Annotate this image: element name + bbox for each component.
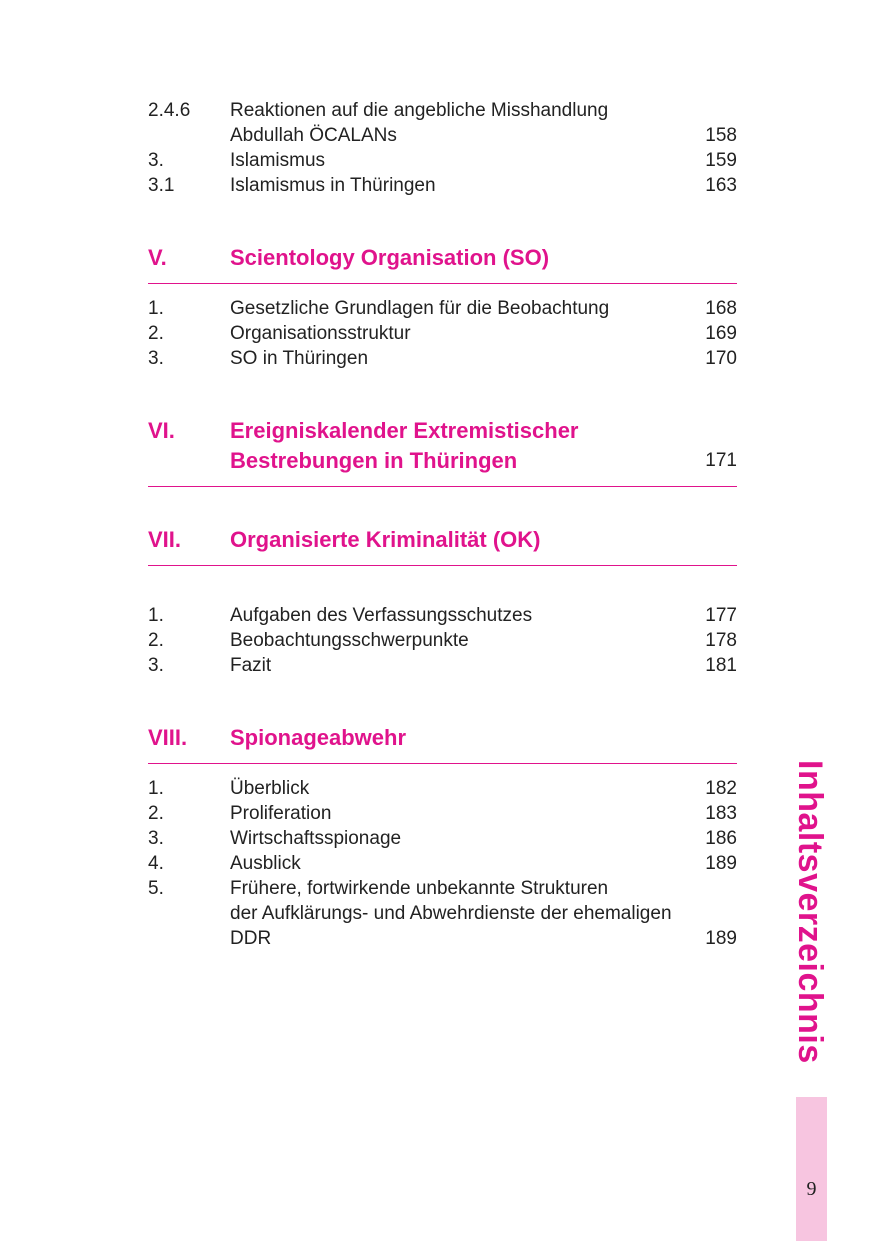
section-number: V. [148, 245, 167, 270]
section-heading [148, 723, 737, 753]
entry-title: Islamismus in Thüringen [230, 175, 436, 196]
entry-number: 3. [148, 348, 164, 369]
section-heading [148, 525, 737, 555]
entry-page: 169 [705, 323, 737, 344]
entry-title: DDR [230, 928, 272, 949]
entry-number: 2. [148, 323, 164, 344]
toc-entry [148, 851, 737, 876]
entry-page: 189 [705, 853, 737, 874]
page-number: 9 [806, 1178, 817, 1200]
section-number: VII. [148, 527, 182, 552]
entry-title: Ausblick [230, 853, 301, 874]
entry-title: Islamismus [230, 150, 326, 171]
entry-title: der Aufklärungs- und Abwehrdienste der ehemaligen [230, 903, 672, 924]
entry-title: Wirtschaftsspionage [230, 828, 402, 849]
toc-entry [148, 123, 737, 148]
spacer [148, 578, 737, 603]
section-title: Ereigniskalender Extremistischer [230, 418, 579, 443]
entry-number: 1. [148, 298, 164, 319]
toc-entry [148, 603, 737, 628]
entry-page: 189 [705, 928, 737, 949]
entry-page: 170 [705, 348, 737, 369]
entry-number: 2.4.6 [148, 100, 191, 121]
entry-title: Beobachtungsschwerpunkte [230, 630, 469, 651]
entry-number: 3. [148, 150, 164, 171]
section-v [148, 243, 737, 273]
entry-page: 177 [705, 605, 737, 626]
entry-number: 1. [148, 778, 164, 799]
entry-page: 181 [705, 655, 737, 676]
toc-entry [148, 296, 737, 321]
entry-number: 5. [148, 878, 164, 899]
toc-entry [148, 321, 737, 346]
toc-entry [148, 98, 737, 123]
toc-entry [148, 901, 737, 926]
entry-page: 182 [705, 778, 737, 799]
entry-number: 3. [148, 828, 164, 849]
page-tab [796, 1097, 827, 1241]
section-title: Bestrebungen in Thüringen [230, 448, 518, 473]
entry-title: Reaktionen auf die angebliche Misshandlung [230, 100, 609, 121]
section-vi [148, 416, 737, 476]
section-number: VI. [148, 418, 175, 443]
section-title: Spionageabwehr [230, 725, 407, 750]
entry-page: 158 [705, 125, 737, 146]
toc-entry [148, 776, 737, 801]
entry-page: 159 [705, 150, 737, 171]
section-divider [148, 763, 737, 764]
section-heading [148, 243, 737, 273]
toc-entry [148, 653, 737, 678]
intro-entries [148, 98, 737, 198]
entry-page: 168 [705, 298, 737, 319]
entry-title: SO in Thüringen [230, 348, 369, 369]
section-divider [148, 486, 737, 487]
entry-page: 183 [705, 803, 737, 824]
toc-entry [148, 826, 737, 851]
entry-title: Gesetzliche Grundlagen für die Beobachtung [230, 298, 610, 319]
toc-entry [148, 173, 737, 198]
entry-number: 2. [148, 803, 164, 824]
toc-entry [148, 148, 737, 173]
entry-title: Abdullah ÖCALANs [230, 125, 397, 146]
entry-title: Organisationsstruktur [230, 323, 411, 344]
entry-number: 3.1 [148, 175, 175, 196]
section-viii [148, 723, 737, 753]
toc-entry [148, 628, 737, 653]
entry-page: 178 [705, 630, 737, 651]
entry-number: 3. [148, 655, 164, 676]
entry-title: Fazit [230, 655, 272, 676]
entry-title: Frühere, fortwirkende unbekannte Strukturen [230, 878, 609, 899]
section-vii [148, 525, 737, 555]
toc-entry [148, 926, 737, 951]
section-number: VIII. [148, 725, 188, 750]
entry-title: Überblick [230, 778, 310, 799]
section-divider [148, 565, 737, 566]
entry-number: 4. [148, 853, 164, 874]
entry-page: 163 [705, 175, 737, 196]
entry-page: 186 [705, 828, 737, 849]
section-heading-continued [148, 446, 737, 476]
toc-entry [148, 801, 737, 826]
section-page: 171 [705, 450, 737, 471]
table-of-contents [148, 98, 737, 951]
side-label: Inhaltsverzeichnis [791, 760, 829, 1064]
entry-number: 1. [148, 605, 164, 626]
entry-number: 2. [148, 630, 164, 651]
section-divider [148, 283, 737, 284]
toc-entry [148, 876, 737, 901]
entry-title: Aufgaben des Verfassungsschutzes [230, 605, 533, 626]
entry-title: Proliferation [230, 803, 332, 824]
toc-entry [148, 346, 737, 371]
section-heading [148, 416, 737, 446]
section-title: Organisierte Kriminalität (OK) [230, 527, 541, 552]
section-title: Scientology Organisation (SO) [230, 245, 550, 270]
